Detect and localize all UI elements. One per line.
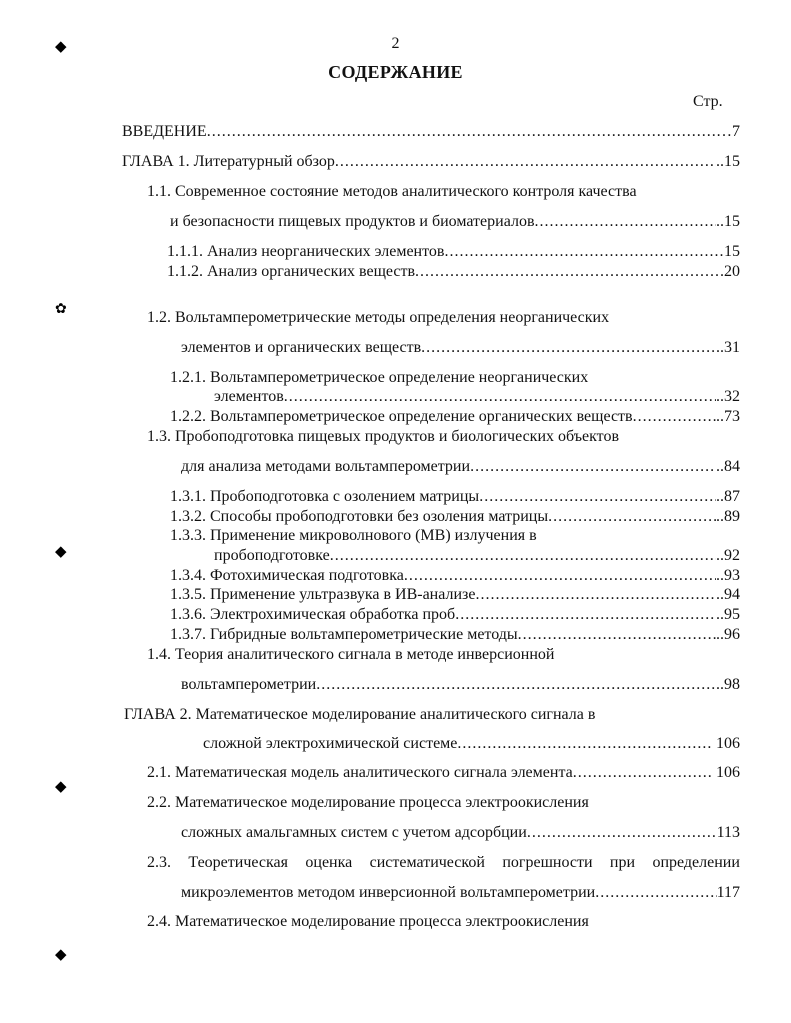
dot-leader — [207, 123, 716, 141]
toc-entry-1-1-2[interactable] — [167, 263, 740, 281]
toc-entry-text: элементов и органических веществ — [181, 339, 422, 356]
toc-entry-page: ..73 — [716, 408, 740, 425]
scan-mark-icon: ◆ — [55, 947, 67, 963]
toc-word: 2.3. — [147, 854, 171, 871]
dot-leader — [479, 488, 716, 506]
toc-entry-page: ..95 — [716, 606, 740, 623]
toc-entry-chapter-2[interactable] — [203, 735, 740, 753]
dot-leader — [404, 567, 716, 585]
toc-entry-1-2-1-line1[interactable]: 1.2.1. Вольтамперометрическое определение неорганических — [170, 369, 589, 386]
toc-entry-1-3-1[interactable] — [170, 488, 740, 506]
toc-entry-1-1[interactable] — [170, 213, 740, 231]
toc-word: определении — [652, 854, 740, 871]
toc-entry-1-2-2[interactable] — [170, 408, 740, 426]
toc-entry-1-1-1[interactable] — [167, 243, 740, 261]
toc-entry-text: 1.3.4. Фотохимическая подготовка — [170, 567, 404, 584]
toc-entry-text: 1.3.7. Гибридные вольтамперометрические методы — [170, 626, 518, 643]
toc-entry-text: микроэлементов методом инверсионной вольтамперометрии — [181, 884, 596, 901]
dot-leader — [595, 884, 716, 902]
toc-entry-text: пробоподготовке — [214, 547, 330, 564]
dot-leader — [335, 153, 716, 171]
toc-word: Теоретическая — [188, 854, 288, 871]
toc-entry-page: ..84 — [716, 458, 740, 475]
toc-entry-2-3[interactable] — [181, 884, 740, 902]
toc-entry-page: 15 — [724, 243, 740, 260]
toc-entry-chapter-2-line1[interactable]: ГЛАВА 2. Математическое моделирование аналитического сигнала в — [124, 706, 596, 723]
toc-entry-1-3-5[interactable] — [170, 586, 740, 604]
toc-entry-text: 1.3.1. Пробоподготовка с озолением матрицы — [170, 488, 480, 505]
dot-leader — [444, 243, 724, 261]
dot-leader — [535, 213, 717, 231]
toc-entry-chapter-1[interactable] — [122, 153, 740, 171]
toc-entry-1-2-1[interactable] — [214, 388, 740, 406]
toc-entry-text: 1.1.2. Анализ органических веществ — [167, 263, 416, 280]
toc-entry-page: ..89 — [716, 508, 740, 525]
toc-entry-2-1[interactable] — [147, 764, 740, 782]
dot-leader — [421, 339, 716, 357]
dot-leader — [518, 626, 716, 644]
toc-entry-2-3-line1[interactable] — [147, 854, 740, 872]
toc-entry-intro[interactable] — [122, 123, 740, 141]
toc-entry-1-2[interactable] — [181, 339, 740, 357]
toc-entry-text: ГЛАВА 1. Литературный обзор — [122, 153, 335, 170]
scan-mark-icon: ◆ — [55, 544, 67, 560]
dot-leader — [475, 586, 716, 604]
scan-mark-icon: ◆ — [55, 39, 67, 55]
toc-entry-page: ..32 — [716, 388, 740, 405]
toc-entry-text: 2.1. Математическая модель аналитического сигнала элемента — [147, 764, 573, 781]
toc-word: оценка — [305, 854, 353, 871]
toc-entry-page: 117 — [716, 884, 740, 901]
toc-entry-1-4-line1[interactable]: 1.4. Теория аналитического сигнала в методе инверсионной — [147, 646, 555, 663]
dot-leader — [284, 388, 716, 406]
toc-entry-text: 1.1.1. Анализ неорганических элементов — [167, 243, 445, 260]
toc-entry-page: ..96 — [716, 626, 740, 643]
toc-entry-1-2-line1[interactable]: 1.2. Вольтамперометрические методы определения неорганических — [147, 309, 610, 326]
toc-entry-1-3-4[interactable] — [170, 567, 740, 585]
dot-leader — [548, 508, 716, 526]
dot-leader — [527, 824, 717, 842]
page-number: 2 — [391, 35, 400, 52]
dot-leader — [455, 606, 716, 624]
toc-entry-page: ..15 — [716, 153, 740, 170]
toc-entry-1-3-6[interactable] — [170, 606, 740, 624]
toc-entry-text: для анализа методами вольтамперометрии — [181, 458, 471, 475]
toc-entry-2-2-line1[interactable]: 2.2. Математическое моделирование процесса электроокисления — [147, 794, 589, 811]
toc-entry-text: и безопасности пищевых продуктов и биоматериалов — [170, 213, 535, 230]
toc-entry-1-1-line1[interactable]: 1.1. Современное состояние методов аналитического контроля качества — [147, 183, 637, 200]
scan-mark-icon: ✿ — [55, 302, 67, 317]
toc-entry-page: ..92 — [716, 547, 740, 564]
toc-entry-page: .20 — [720, 263, 740, 280]
toc-entry-page: ..15 — [716, 213, 740, 230]
dot-leader — [633, 408, 716, 426]
toc-word: погрешности — [502, 854, 593, 871]
toc-entry-page: 113 — [716, 824, 740, 841]
toc-word: систематической — [369, 854, 485, 871]
toc-entry-text: 1.2.2. Вольтамперометрическое определение органических веществ — [170, 408, 633, 425]
dot-leader — [573, 764, 712, 782]
toc-entry-page: 106 — [716, 764, 740, 781]
toc-entry-page: ..87 — [716, 488, 740, 505]
toc-entry-text: 1.3.2. Способы пробоподготовки без озоления матрицы — [170, 508, 549, 525]
dot-leader — [457, 735, 712, 753]
toc-entry-page: ..31 — [716, 339, 740, 356]
toc-entry-page: ..98 — [716, 676, 740, 693]
dot-leader — [470, 458, 716, 476]
toc-entry-1-3-3-line1[interactable]: 1.3.3. Применение микроволнового (МВ) излучения в — [170, 527, 537, 544]
toc-entry-text: ВВЕДЕНИЕ — [122, 123, 207, 140]
toc-entry-1-3[interactable] — [181, 458, 740, 476]
toc-entry-page: ..93 — [716, 567, 740, 584]
page-title: СОДЕРЖАНИЕ — [328, 62, 463, 82]
toc-entry-1-3-line1[interactable]: 1.3. Пробоподготовка пищевых продуктов и биологических объектов — [147, 428, 620, 445]
toc-entry-2-4-line1[interactable]: 2.4. Математическое моделирование процесса электроокисления — [147, 913, 589, 930]
dot-leader — [330, 547, 716, 565]
toc-entry-text: 1.3.6. Электрохимическая обработка проб — [170, 606, 456, 623]
toc-entry-text: сложной электрохимической системе — [203, 735, 458, 752]
toc-entry-text: сложных амальгамных систем с учетом адсорбции — [181, 824, 527, 841]
toc-entry-2-2[interactable] — [181, 824, 740, 842]
toc-entry-page: ..94 — [716, 586, 740, 603]
toc-entry-1-3-7[interactable] — [170, 626, 740, 644]
dot-leader — [415, 263, 720, 281]
toc-entry-1-3-3[interactable] — [214, 547, 740, 565]
scan-mark-icon: ◆ — [55, 779, 67, 795]
toc-entry-text: элементов — [214, 388, 284, 405]
toc-entry-1-4[interactable] — [181, 676, 740, 694]
toc-entry-text: вольтамперометрии — [181, 676, 317, 693]
page-column-label: Стр. — [693, 93, 723, 110]
toc-entry-text: 1.3.5. Применение ультразвука в ИВ-анализе — [170, 586, 476, 603]
toc-word: при — [609, 854, 636, 871]
toc-entry-page: 106 — [716, 735, 740, 752]
toc-entry-1-3-2[interactable] — [170, 508, 740, 526]
dot-leader — [316, 676, 716, 694]
toc-entry-page: …7 — [716, 123, 740, 140]
